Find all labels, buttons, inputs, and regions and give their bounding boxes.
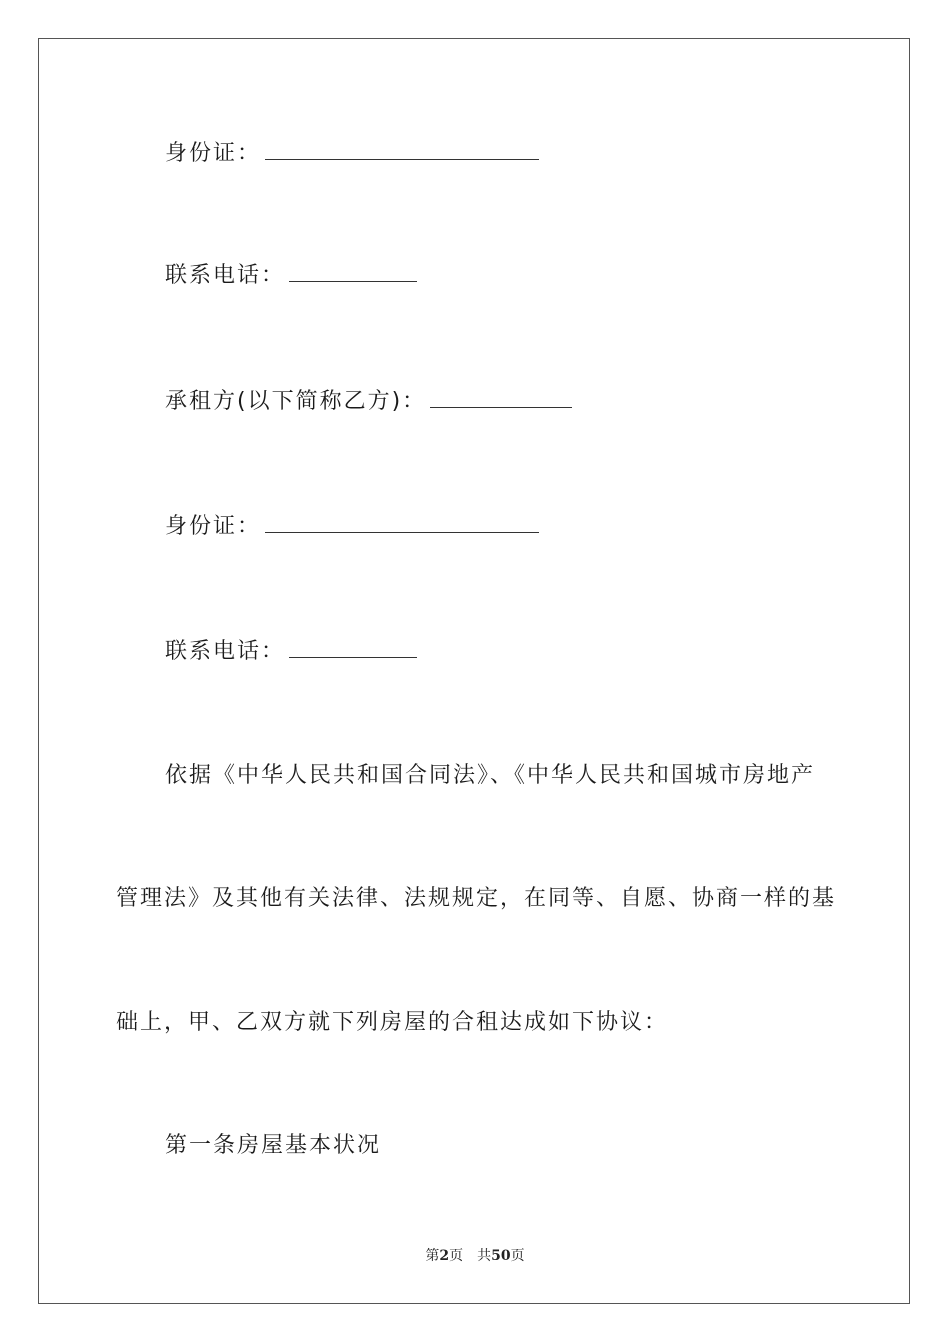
page-total: 50 bbox=[491, 1248, 511, 1264]
page-footer bbox=[0, 1247, 950, 1265]
id-card-blank bbox=[265, 137, 539, 160]
total-suffix: 页 bbox=[510, 1248, 525, 1264]
id-card-label: 身份证： bbox=[165, 514, 262, 539]
basis-paragraph-line-2: 管理法》及其他有关法律、法规规定，在同等、自愿、协商一样的基 bbox=[116, 886, 837, 911]
phone-label: 联系电话： bbox=[165, 639, 286, 664]
page-prefix: 第 bbox=[425, 1248, 440, 1264]
phone-blank bbox=[289, 259, 417, 282]
page-suffix: 页 bbox=[449, 1248, 464, 1264]
id-card-label: 身份证： bbox=[165, 141, 262, 166]
basis-paragraph-line-3: 础上，甲、乙双方就下列房屋的合租达成如下协议： bbox=[116, 1010, 669, 1035]
tenant-blank bbox=[430, 385, 572, 408]
basis-paragraph-line-1: 依据《中华人民共和国合同法》、《中华人民共和国城市房地产 bbox=[165, 763, 816, 788]
total-prefix: 共 bbox=[477, 1248, 492, 1264]
phone-line-tenant bbox=[165, 635, 417, 667]
id-card-line-lessor bbox=[165, 137, 539, 169]
page-frame bbox=[38, 38, 910, 1304]
id-card-line-tenant bbox=[165, 510, 539, 542]
page-current: 2 bbox=[439, 1248, 450, 1264]
tenant-line bbox=[165, 385, 572, 417]
phone-blank bbox=[289, 635, 417, 658]
article-1-heading: 第一条房屋基本状况 bbox=[165, 1133, 382, 1158]
phone-line-lessor bbox=[165, 259, 417, 291]
phone-label: 联系电话： bbox=[165, 263, 286, 288]
tenant-label: 承租方(以下简称乙方)： bbox=[165, 389, 427, 414]
id-card-blank bbox=[265, 510, 539, 533]
